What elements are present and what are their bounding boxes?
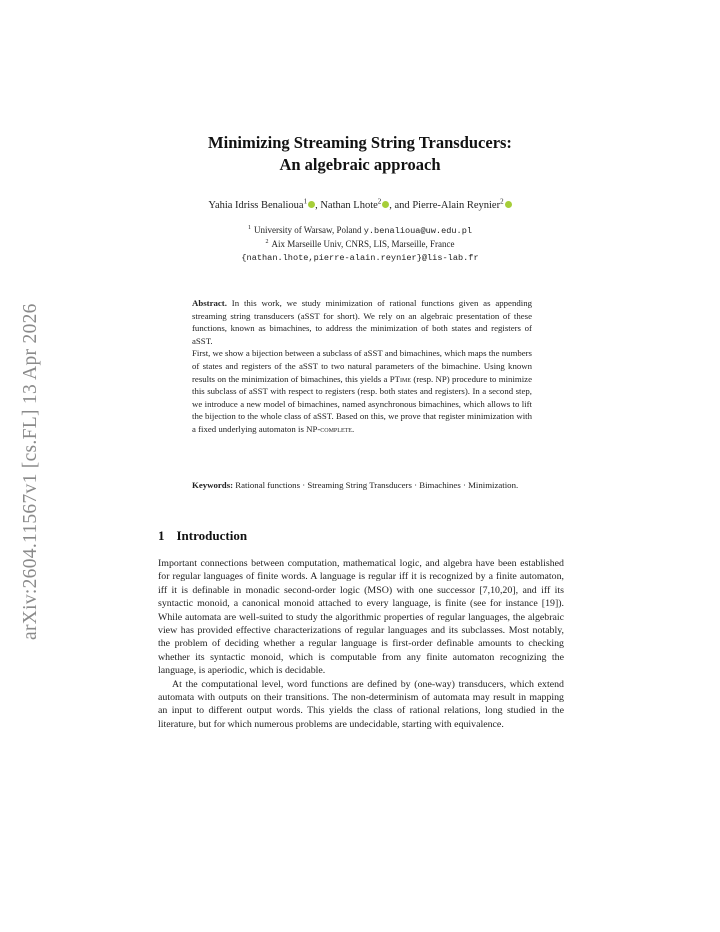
complexity-class: PTime — [389, 373, 412, 384]
author-list — [0, 197, 720, 211]
orcid-icon[interactable] — [505, 201, 512, 208]
affiliation-emails — [0, 251, 720, 265]
abstract-text: . — [351, 423, 355, 434]
affiliations — [0, 224, 720, 265]
affiliation-2 — [0, 238, 720, 251]
abstract-label: Abstract. — [192, 298, 227, 308]
keywords-label: Keywords: — [192, 480, 234, 490]
body-text — [158, 557, 564, 731]
abstract — [192, 297, 532, 436]
title-line-2: An algebraic approach — [279, 155, 441, 174]
author-name: Nathan Lhote — [320, 200, 378, 211]
author-name: Pierre-Alain Reynier — [412, 200, 501, 211]
abstract-text: (resp. NP) procedure to minimize this subclass of aSST with respect to registers (resp. both states and registers). In a second step, we introduce a new model of bimachines, named asynchronous bimachines, which allows to lift the bijection to the whole class of aSST. Based on this, we prove that register minimization with a fixed underlying automaton is NP- — [192, 373, 532, 434]
title-line-1: Minimizing Streaming String Transducers: — [208, 133, 512, 152]
abstract-text: In this work, we study minimization of rational functions given as appending streaming string transducers (aSST for short). We rely on an algebraic presentation of these functions, known as bimachines, to address the minimization of both states and registers of aSST. — [192, 298, 532, 346]
author-affil-mark: 2 — [500, 197, 504, 206]
affiliation-1 — [0, 224, 720, 238]
email-link[interactable]: y.benalioua@uw.edu.pl — [363, 226, 473, 236]
author-name: Yahia Idriss Benalioua — [208, 200, 304, 211]
author-affil-mark: 1 — [303, 197, 308, 206]
email-link[interactable]: {nathan.lhote,pierre-alain.reynier}@lis-lab.fr — [241, 253, 479, 263]
author-separator: , — [315, 200, 321, 211]
affiliation-text: Aix Marseille Univ, CNRS, LIS, Marseille, France — [271, 239, 455, 249]
abstract-paragraph-1 — [192, 297, 532, 347]
abstract-text: First, we show a bijection between a subclass of aSST and bimachines, which maps the numbers of states and registers of the aSST to two natural parameters of the bimachine. Using known results on the minimization of bimachines, this yields a — [192, 348, 532, 384]
keywords — [192, 479, 532, 492]
keywords-text: Rational functions · Streaming String Transducers · Bimachines · Minimization. — [233, 480, 519, 490]
author-separator: , and — [389, 200, 413, 211]
author-affil-mark: 2 — [377, 197, 382, 206]
complexity-suffix: complete — [320, 423, 352, 434]
affiliation-mark: 2 — [265, 239, 269, 245]
abstract-paragraph-2 — [192, 347, 532, 435]
arxiv-identifier: arXiv:2604.11567v1 [cs.FL] 13 Apr 2026 — [20, 303, 41, 640]
affiliation-text: University of Warsaw, Poland — [253, 225, 364, 235]
affiliation-mark: 1 — [247, 225, 251, 231]
section-heading — [158, 528, 247, 544]
section-title: Introduction — [176, 528, 248, 543]
body-paragraph-2: At the computational level, word functions are defined by (one-way) transducers, which extend automata with outputs on their transitions. The non-determinism of automata may result in mapping an input to different output words. This yields the class of rational relations, long studied in the literature, but for which numerous problems are undecidable, starting with equivalence. — [158, 678, 564, 730]
paper-title — [0, 132, 720, 176]
body-paragraph-1: Important connections between computation, mathematical logic, and algebra have been established for regular languages of finite words. A language is regular iff it is recognized by a finite automaton, iff it is definable in monadic second-order logic (MSO) with one successor [7,10,20], and iff its syntactic monoid, a canonical monoid attached to every language, is finite (see for instance [19]). While automata are well-suited to study the algorithmic properties of regular languages, the algebraic view has provided effective characterizations of regular languages and its subclasses. Most notably, the problem of deciding whether a regular language is first-order definable amounts to checking whether its syntactic monoid, which is computable from any finite automaton recognizing the language, is aperiodic, which is decidable. — [158, 558, 564, 677]
section-number: 1 — [158, 528, 165, 543]
